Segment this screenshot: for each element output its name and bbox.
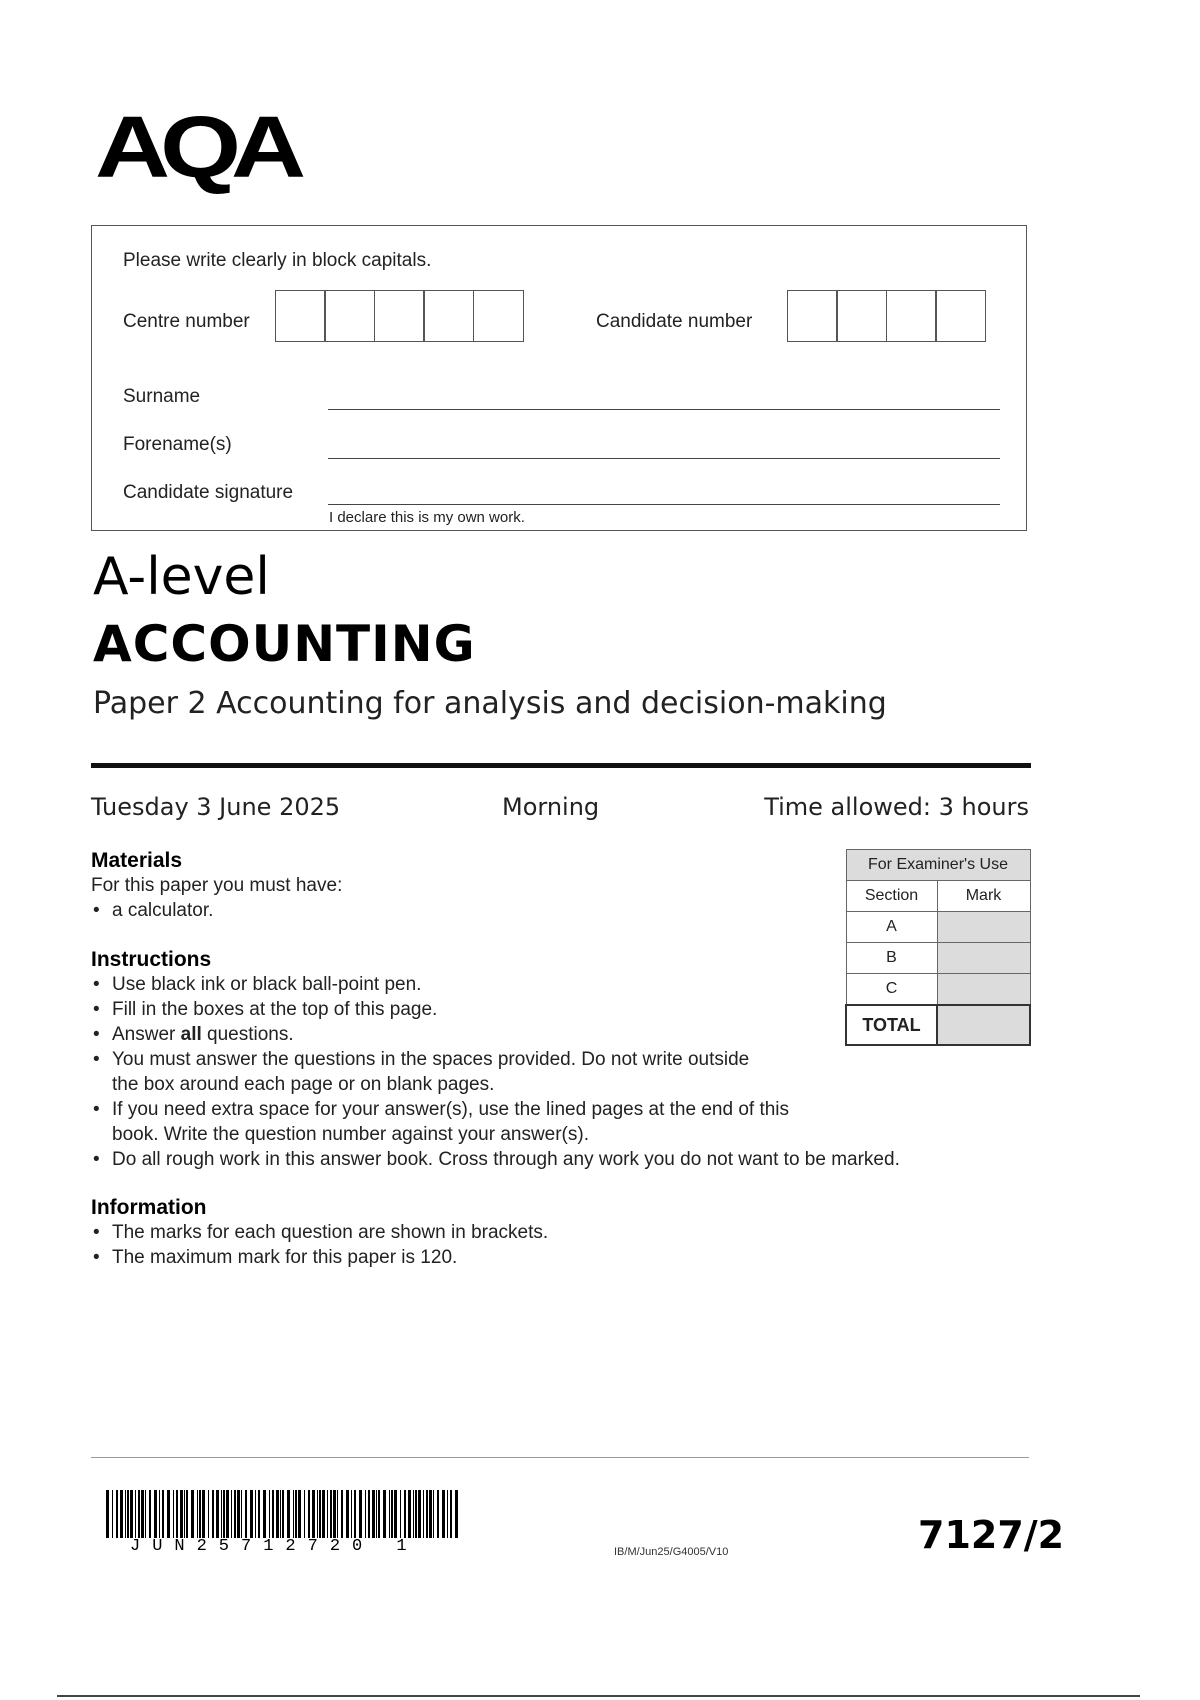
barcode-bar bbox=[372, 1490, 375, 1538]
barcode-bar bbox=[346, 1490, 349, 1538]
section-column-header: Section bbox=[846, 881, 937, 912]
barcode-bar bbox=[351, 1490, 352, 1538]
candidate-digit-box[interactable] bbox=[935, 290, 986, 342]
centre-digit-box[interactable] bbox=[423, 290, 474, 342]
barcode-bar bbox=[216, 1490, 219, 1538]
barcode-bar bbox=[447, 1490, 448, 1538]
qualification-level: A-level bbox=[93, 547, 270, 607]
total-label: TOTAL bbox=[846, 1005, 937, 1045]
barcode-bar bbox=[383, 1490, 386, 1538]
barcode-bar bbox=[159, 1490, 160, 1538]
information-item: • The marks for each question are shown in brackets. bbox=[91, 1220, 791, 1245]
barcode-bar bbox=[197, 1490, 198, 1538]
barcode-bar bbox=[378, 1490, 380, 1538]
instruction-item: • Use black ink or black ball-point pen. bbox=[91, 972, 991, 997]
barcode-bar bbox=[173, 1490, 174, 1538]
barcode-bar bbox=[127, 1490, 129, 1538]
document-reference: IB/M/Jun25/G4005/V10 bbox=[614, 1546, 729, 1558]
candidate-details-box bbox=[91, 225, 1027, 531]
forenames-label: Forename(s) bbox=[123, 434, 232, 455]
candidate-number-boxes[interactable] bbox=[788, 290, 986, 342]
barcode-bar bbox=[308, 1490, 310, 1538]
barcode-bar bbox=[237, 1490, 240, 1538]
barcode-bar bbox=[167, 1490, 170, 1538]
barcode-bar bbox=[149, 1490, 151, 1538]
barcode-bar bbox=[250, 1490, 253, 1538]
barcode-bar bbox=[455, 1490, 458, 1538]
barcode-bar bbox=[120, 1490, 123, 1538]
barcode-bar bbox=[112, 1490, 113, 1538]
barcode-bar bbox=[404, 1490, 406, 1538]
barcode-bar bbox=[255, 1490, 256, 1538]
emphasis-all: all bbox=[180, 1024, 202, 1045]
materials-heading: Materials bbox=[91, 849, 183, 872]
barcode-bar bbox=[226, 1490, 229, 1538]
barcode-bar bbox=[341, 1490, 343, 1538]
total-mark-cell[interactable] bbox=[937, 1005, 1030, 1045]
barcode-bar bbox=[272, 1490, 274, 1538]
barcode-bar bbox=[162, 1490, 164, 1538]
footer-divider bbox=[91, 1457, 1029, 1458]
barcode-bar bbox=[154, 1490, 157, 1538]
barcode-bar bbox=[202, 1490, 205, 1538]
barcode-bar bbox=[365, 1490, 366, 1538]
information-item: • The maximum mark for this paper is 120. bbox=[91, 1245, 791, 1270]
mark-column-header: Mark bbox=[937, 881, 1030, 912]
barcode-bar bbox=[433, 1490, 434, 1538]
aqa-logo: AQA bbox=[95, 98, 297, 197]
exam-session: Morning bbox=[502, 793, 600, 821]
exam-date: Tuesday 3 June 2025 bbox=[91, 793, 341, 821]
barcode-bar bbox=[141, 1490, 144, 1538]
barcode-bar bbox=[304, 1490, 305, 1538]
barcode-bar bbox=[135, 1490, 136, 1538]
barcode-bar bbox=[287, 1490, 290, 1538]
barcode-bar bbox=[408, 1490, 411, 1538]
mark-cell[interactable] bbox=[937, 912, 1030, 943]
mark-cell[interactable] bbox=[937, 943, 1030, 974]
barcode-bar bbox=[322, 1490, 325, 1538]
barcode-bar bbox=[337, 1490, 338, 1538]
candidate-digit-box[interactable] bbox=[836, 290, 887, 342]
information-section bbox=[91, 1196, 791, 1270]
barcode-bar bbox=[138, 1490, 140, 1538]
information-heading: Information bbox=[91, 1196, 207, 1219]
barcode-bar bbox=[263, 1490, 266, 1538]
centre-digit-box[interactable] bbox=[473, 290, 524, 342]
instruction-item: • Do all rough work in this answer book. Cross through any work you do not want to be marked. bbox=[91, 1147, 991, 1172]
barcode-bar bbox=[333, 1490, 336, 1538]
materials-intro: For this paper you must have: bbox=[91, 875, 343, 896]
barcode-bar bbox=[269, 1490, 270, 1538]
barcode-bar bbox=[415, 1490, 417, 1538]
instruction-item: • You must answer the questions in the spaces provided. Do not write outside the box around each page or on blank pages. bbox=[91, 1047, 752, 1097]
barcode-bar bbox=[180, 1490, 183, 1538]
signature-line[interactable] bbox=[328, 504, 1000, 505]
subject-title: ACCOUNTING bbox=[93, 615, 476, 673]
barcode-bar bbox=[241, 1490, 242, 1538]
barcode-bar bbox=[359, 1490, 362, 1538]
candidate-digit-box[interactable] bbox=[886, 290, 937, 342]
barcode-bar bbox=[276, 1490, 279, 1538]
barcode bbox=[106, 1490, 458, 1538]
barcode-bar bbox=[221, 1490, 222, 1538]
materials-item: • a calculator. bbox=[91, 898, 791, 923]
barcode-bar bbox=[389, 1490, 390, 1538]
barcode-bar bbox=[282, 1490, 284, 1538]
barcode-bar bbox=[426, 1490, 428, 1538]
barcode-bar bbox=[212, 1490, 214, 1538]
instruction-item: • If you need extra space for your answer(s), use the lined pages at the end of this book. Write the question number against your answer(s). bbox=[91, 1097, 792, 1147]
instructions-heading: Instructions bbox=[91, 948, 212, 971]
centre-digit-box[interactable] bbox=[275, 290, 326, 342]
barcode-bar bbox=[234, 1490, 236, 1538]
barcode-bar bbox=[191, 1490, 194, 1538]
barcode-bar bbox=[319, 1490, 321, 1538]
barcode-bar bbox=[258, 1490, 260, 1538]
mark-cell[interactable] bbox=[937, 974, 1030, 1006]
barcode-bar bbox=[312, 1490, 315, 1538]
barcode-bar bbox=[368, 1490, 370, 1538]
barcode-bar bbox=[245, 1490, 247, 1538]
barcode-bar bbox=[184, 1490, 185, 1538]
materials-section bbox=[91, 849, 791, 923]
centre-number-boxes[interactable] bbox=[276, 290, 524, 342]
barcode-bar bbox=[400, 1490, 401, 1538]
candidate-number-label: Candidate number bbox=[596, 311, 753, 332]
examiner-table-title: For Examiner's Use bbox=[846, 850, 1030, 881]
title-divider bbox=[91, 763, 1031, 768]
barcode-bar bbox=[317, 1490, 318, 1538]
barcode-bar bbox=[223, 1490, 225, 1538]
barcode-bar bbox=[125, 1490, 126, 1538]
barcode-bar bbox=[145, 1490, 146, 1538]
barcode-bar bbox=[442, 1490, 445, 1538]
section-cell: C bbox=[846, 974, 937, 1006]
barcode-bar bbox=[437, 1490, 439, 1538]
centre-digit-box[interactable] bbox=[374, 290, 425, 342]
examiner-use-table bbox=[845, 849, 1031, 1046]
time-allowed: Time allowed: 3 hours bbox=[764, 793, 1029, 821]
barcode-bar bbox=[394, 1490, 397, 1538]
barcode-bar bbox=[413, 1490, 414, 1538]
surname-line[interactable] bbox=[328, 409, 1000, 410]
paper-title: Paper 2 Accounting for analysis and decision-making bbox=[93, 686, 887, 721]
barcode-bar bbox=[429, 1490, 432, 1538]
forenames-line[interactable] bbox=[328, 458, 1000, 459]
paper-code: 7127/2 bbox=[918, 1513, 1065, 1557]
barcode-bar bbox=[376, 1490, 377, 1538]
barcode-bar bbox=[186, 1490, 188, 1538]
barcode-bar bbox=[208, 1490, 209, 1538]
barcode-bar bbox=[327, 1490, 328, 1538]
barcode-bar bbox=[418, 1490, 421, 1538]
barcode-bar bbox=[199, 1490, 201, 1538]
barcode-bar bbox=[391, 1490, 393, 1538]
centre-number-label: Centre number bbox=[123, 311, 250, 332]
section-cell: B bbox=[846, 943, 937, 974]
barcode-number: JUN25712720 1 bbox=[130, 1537, 419, 1556]
barcode-bar bbox=[354, 1490, 356, 1538]
page-bottom-line bbox=[57, 1695, 1140, 1697]
barcode-bar bbox=[106, 1490, 109, 1538]
barcode-bar bbox=[293, 1490, 294, 1538]
signature-label: Candidate signature bbox=[123, 482, 294, 503]
barcode-bar bbox=[176, 1490, 178, 1538]
centre-digit-box[interactable] bbox=[324, 290, 375, 342]
barcode-bar bbox=[280, 1490, 281, 1538]
barcode-bar bbox=[330, 1490, 332, 1538]
barcode-bar bbox=[298, 1490, 301, 1538]
barcode-bar bbox=[450, 1490, 452, 1538]
block-capitals-instruction: Please write clearly in block capitals. bbox=[123, 250, 432, 271]
section-cell: A bbox=[846, 912, 937, 943]
barcode-bar bbox=[231, 1490, 232, 1538]
instruction-item: • Answer all questions. bbox=[91, 1022, 991, 1047]
instruction-item: • Fill in the boxes at the top of this page. bbox=[91, 997, 991, 1022]
surname-label: Surname bbox=[123, 386, 201, 407]
candidate-digit-box[interactable] bbox=[787, 290, 838, 342]
declaration-text: I declare this is my own work. bbox=[329, 509, 525, 526]
barcode-bar bbox=[295, 1490, 297, 1538]
barcode-bar bbox=[116, 1490, 118, 1538]
barcode-bar bbox=[423, 1490, 424, 1538]
barcode-bar bbox=[130, 1490, 133, 1538]
